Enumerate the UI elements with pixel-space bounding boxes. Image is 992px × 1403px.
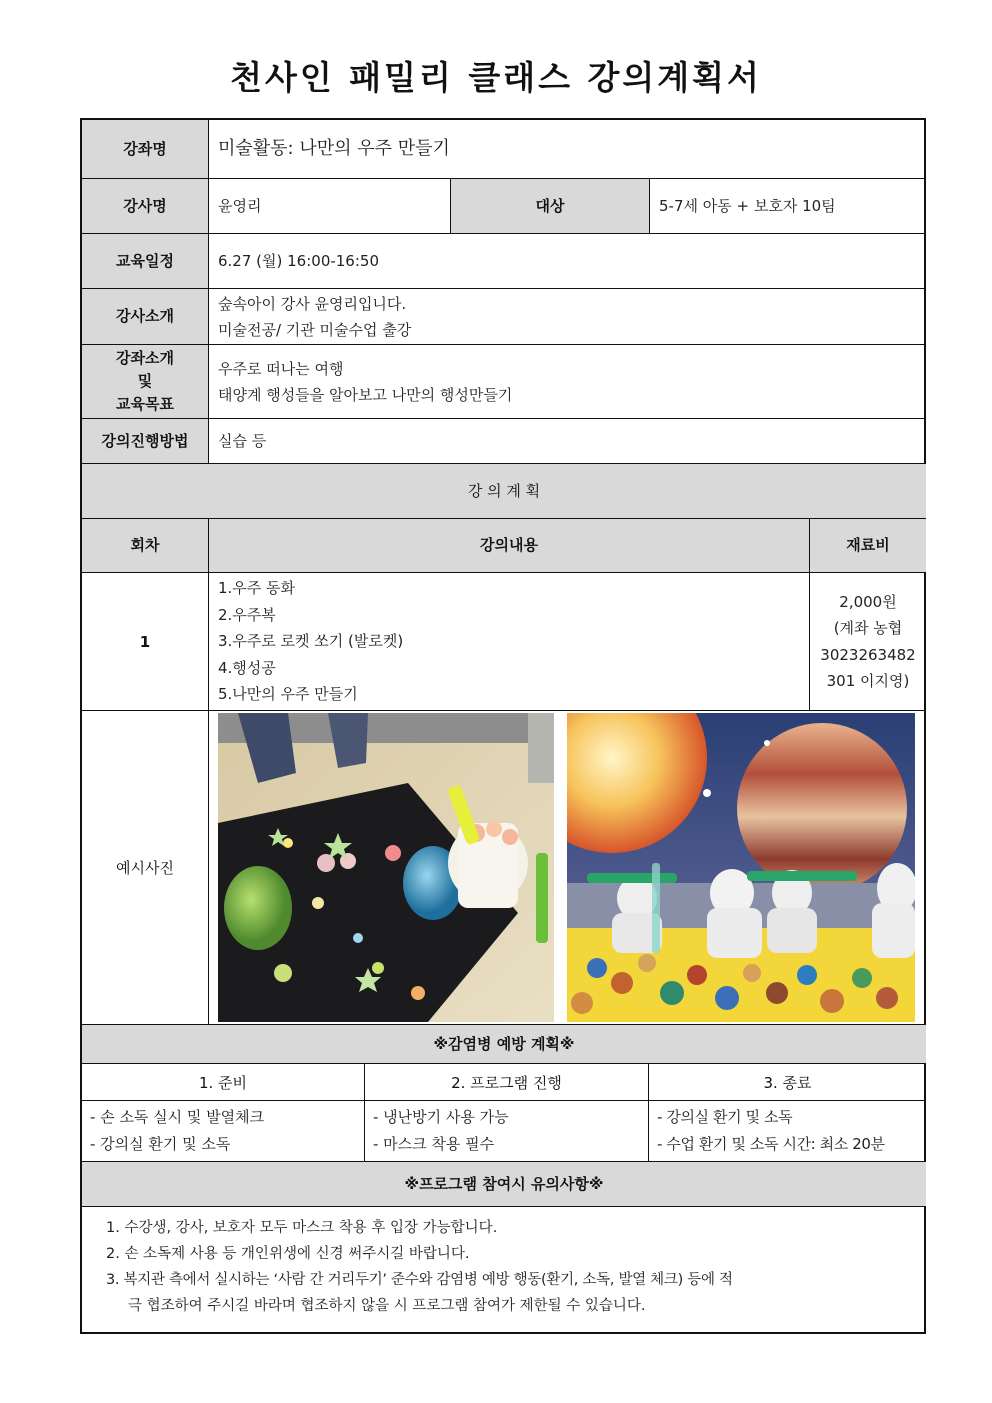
list-item: 극 협조하여 주시길 바라며 협조하지 않을 시 프로그램 참여가 제한될 수 있습니다. [128, 1298, 646, 1314]
instructor-intro-value [209, 289, 926, 345]
list-item: 2.우주복 [218, 605, 276, 624]
photo-label: 예시사진 [82, 711, 209, 1025]
list-item: - 수업 환기 및 소독 시간: 최소 20분 [657, 1134, 885, 1153]
content-list [209, 573, 810, 711]
method-label: 강의진행방법 [82, 419, 209, 464]
schedule-value: 6.27 (월) 16:00-16:50 [209, 234, 926, 289]
list-item: 4.행성공 [218, 658, 276, 677]
method-value: 실습 등 [209, 419, 926, 464]
prevention-col-prepare: 1. 준비 [82, 1064, 365, 1101]
target-value: 5-7세 아동 + 보호자 10팀 [650, 179, 926, 234]
prevention-title: ※감염병 예방 계획※ [82, 1025, 926, 1064]
session-header: 회차 [82, 519, 209, 573]
schedule-label: 교육일정 [82, 234, 209, 289]
notice-title: ※프로그램 참여시 유의사항※ [82, 1162, 926, 1207]
prevention-progress-items [365, 1101, 649, 1162]
instructor-intro-label: 강사소개 [82, 289, 209, 345]
list-item: - 강의실 환기 및 소독 [90, 1134, 231, 1153]
course-name-value: 미술활동: 나만의 우주 만들기 [209, 120, 926, 179]
list-item: - 마스크 착용 필수 [373, 1134, 495, 1153]
list-item: 5.나만의 우주 만들기 [218, 685, 358, 704]
space-artwork-photo [218, 713, 554, 1022]
course-goal-value [209, 345, 926, 419]
fee-value: 2,000원 (계좌 농협 3023263482 301 이지영) [810, 573, 926, 711]
children-class-photo [567, 713, 915, 1022]
fee-header: 재료비 [810, 519, 926, 573]
course-goal-label: 강좌소개 및 교육목표 [82, 345, 209, 419]
list-item: 2. 손 소독제 사용 등 개인위생에 신경 써주시길 바랍니다. [106, 1246, 470, 1262]
prevention-col-progress: 2. 프로그램 진행 [365, 1064, 649, 1101]
goal-line: 우주로 떠나는 여행 [218, 359, 344, 378]
list-item: 3. 복지관 측에서 실시하는 ‘사람 간 거리두기’ 준수와 감염병 예방 행동(환기, 소독, 발열 체크) 등에 적 [106, 1272, 733, 1288]
prevention-col-end: 3. 종료 [649, 1064, 926, 1101]
document-title: 천사인 패밀리 클래스 강의계획서 [230, 58, 762, 97]
goal-line: 태양계 행성들을 알아보고 나만의 행성만들기 [218, 385, 513, 404]
list-item: - 강의실 환기 및 소독 [657, 1108, 793, 1126]
instructor-value: 윤영리 [209, 179, 451, 234]
prevention-end-items [649, 1101, 926, 1162]
plan-section-title: 강 의 계 획 [82, 464, 926, 519]
notice-list [82, 1207, 926, 1334]
list-item: 1.우주 동화 [218, 579, 296, 598]
list-item: 3.우주로 로켓 쏘기 (발로켓) [218, 632, 404, 651]
lecture-plan-table [80, 118, 926, 1334]
course-name-label: 강좌명 [82, 120, 209, 179]
list-item: - 손 소독 실시 및 발열체크 [90, 1108, 265, 1126]
session-number: 1 [82, 573, 209, 711]
photo-cell [209, 711, 926, 1025]
intro-line: 미술전공/ 기관 미술수업 출강 [218, 320, 412, 339]
intro-line: 숲속아이 강사 윤영리입니다. [218, 294, 407, 313]
content-header: 강의내용 [209, 519, 810, 573]
target-label: 대상 [451, 179, 650, 234]
list-item: - 냉난방기 사용 가능 [373, 1108, 509, 1126]
list-item: 1. 수강생, 강사, 보호자 모두 마스크 착용 후 입장 가능합니다. [106, 1220, 498, 1236]
instructor-label: 강사명 [82, 179, 209, 234]
prevention-prepare-items [82, 1101, 365, 1162]
